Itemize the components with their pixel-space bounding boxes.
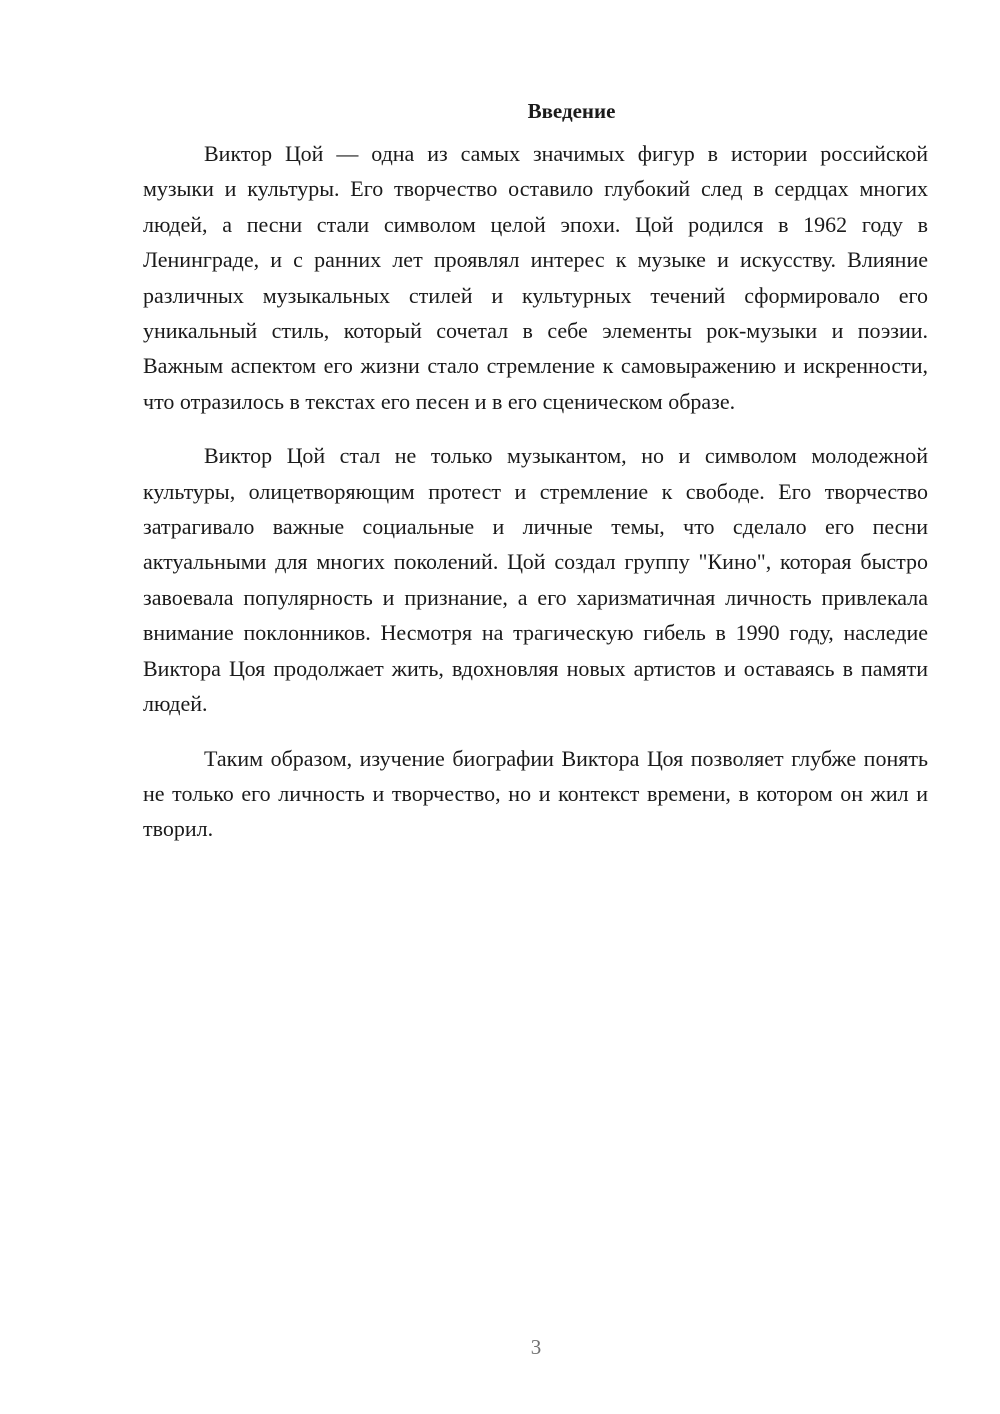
paragraph-3: Таким образом, изучение биографии Виктора Цоя позволяет глубже понять не только его личность и творчество, но и контекст времени, в котором он жил и творил. [143,745,928,842]
paragraph-2: Виктор Цой стал не только музыкантом, но и символом молодежной культуры, олицетворяющим протест и стремление к свободе. Его творчество затрагивало важные социальные и личные темы, что сделало его песни актуальными для многих поколений. Цой создал группу "Кино", которая быстро завоевала популярность и признание, а его харизматичная личность привлекала внимание поклонников. Несмотря на трагическую гибель в 1990 году, наследие Виктора Цоя продолжает жить, вдохновляя новых артистов и оставаясь в памяти людей. [143,443,928,717]
document-body [143,96,928,847]
section-title: Введение [527,99,616,123]
paragraph-1: Виктор Цой — одна из самых значимых фигур в истории российской музыки и культуры. Его творчество оставило глубокий след в сердцах многих людей, а песни стали символом целой эпохи. Цой родился в 1962 году в Ленинграде, и с ранних лет проявлял интерес к музыке и искусству. Влияние различных музыкальных стилей и культурных течений сформировало его уникальный стиль, который сочетал в себе элементы рок-музыки и поэзии. Важным аспектом его жизни стало стремление к самовыражению и искренности, что отразилось в текстах его песен и в его сценическом образе. [143,141,928,414]
page-number: 3 [530,1335,542,1359]
